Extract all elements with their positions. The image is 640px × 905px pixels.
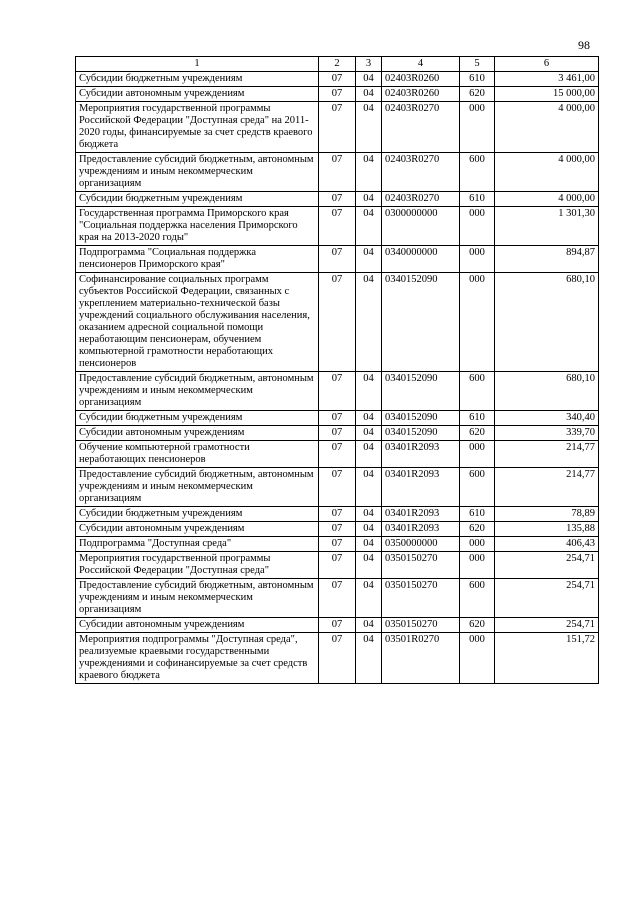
table-row	[76, 72, 599, 87]
row-amount: 254,71	[495, 618, 599, 633]
page-number: 98	[578, 38, 590, 52]
table-row	[76, 102, 599, 153]
row-amount: 406,43	[495, 537, 599, 552]
row-amount: 151,72	[495, 633, 599, 684]
row-name: Предоставление субсидий бюджетным, автономным учреждениям и иным некоммерческим организациям	[76, 468, 319, 507]
row-name: Мероприятия государственной программы Российской Федерации "Доступная среда"	[76, 552, 319, 579]
row-target-article: 0350000000	[382, 537, 460, 552]
table-row	[76, 441, 599, 468]
row-section: 07	[319, 153, 356, 192]
row-expense-type: 620	[460, 426, 495, 441]
table-row	[76, 618, 599, 633]
row-expense-type: 600	[460, 579, 495, 618]
row-amount: 3 461,00	[495, 72, 599, 87]
table-row	[76, 522, 599, 537]
table-row	[76, 579, 599, 618]
row-name: Субсидии бюджетным учреждениям	[76, 192, 319, 207]
row-name: Мероприятия государственной программы Российской Федерации "Доступная среда" на 2011-2020 годы, финансируемые за счет средств краевого бюджета	[76, 102, 319, 153]
row-expense-type: 000	[460, 273, 495, 372]
table-row	[76, 246, 599, 273]
header-col-4: 4	[382, 57, 460, 72]
row-section: 07	[319, 507, 356, 522]
row-amount: 254,71	[495, 552, 599, 579]
row-name: Предоставление субсидий бюджетным, автономным учреждениям и иным некоммерческим организациям	[76, 372, 319, 411]
row-target-article: 0340152090	[382, 411, 460, 426]
row-section: 07	[319, 372, 356, 411]
table-row	[76, 411, 599, 426]
row-section: 07	[319, 522, 356, 537]
row-target-article: 03401R2093	[382, 441, 460, 468]
row-subsection: 04	[356, 579, 382, 618]
row-subsection: 04	[356, 102, 382, 153]
row-target-article: 0350150270	[382, 552, 460, 579]
row-amount: 214,77	[495, 441, 599, 468]
table-row	[76, 633, 599, 684]
row-subsection: 04	[356, 633, 382, 684]
row-name: Субсидии автономным учреждениям	[76, 618, 319, 633]
row-amount: 680,10	[495, 372, 599, 411]
header-col-6: 6	[495, 57, 599, 72]
row-section: 07	[319, 468, 356, 507]
row-section: 07	[319, 552, 356, 579]
row-expense-type: 000	[460, 537, 495, 552]
row-name: Субсидии бюджетным учреждениям	[76, 411, 319, 426]
row-target-article: 02403R0270	[382, 192, 460, 207]
row-subsection: 04	[356, 72, 382, 87]
table-row	[76, 552, 599, 579]
row-section: 07	[319, 537, 356, 552]
row-expense-type: 000	[460, 552, 495, 579]
row-expense-type: 610	[460, 72, 495, 87]
row-section: 07	[319, 207, 356, 246]
header-row	[76, 57, 599, 72]
row-subsection: 04	[356, 468, 382, 507]
row-subsection: 04	[356, 207, 382, 246]
row-expense-type: 600	[460, 372, 495, 411]
row-target-article: 02403R0260	[382, 87, 460, 102]
row-amount: 4 000,00	[495, 102, 599, 153]
row-section: 07	[319, 72, 356, 87]
table-row	[76, 507, 599, 522]
row-name: Субсидии автономным учреждениям	[76, 426, 319, 441]
row-expense-type: 620	[460, 87, 495, 102]
row-name: Обучение компьютерной грамотности неработающих пенсионеров	[76, 441, 319, 468]
row-expense-type: 000	[460, 633, 495, 684]
row-section: 07	[319, 192, 356, 207]
row-subsection: 04	[356, 87, 382, 102]
row-subsection: 04	[356, 441, 382, 468]
row-amount: 894,87	[495, 246, 599, 273]
row-section: 07	[319, 618, 356, 633]
row-subsection: 04	[356, 537, 382, 552]
row-subsection: 04	[356, 411, 382, 426]
row-target-article: 0350150270	[382, 618, 460, 633]
row-name: Софинансирование социальных программ субъектов Российской Федерации, связанных с укреплением материально-технической базы учреждений социального обслуживания населения, оказанием адресной социальной помощи неработающим пенсионерам, обучением компьютерной грамотности неработающих пенсионеров	[76, 273, 319, 372]
row-section: 07	[319, 633, 356, 684]
row-name: Субсидии бюджетным учреждениям	[76, 72, 319, 87]
row-amount: 78,89	[495, 507, 599, 522]
table-row	[76, 537, 599, 552]
row-section: 07	[319, 426, 356, 441]
row-subsection: 04	[356, 426, 382, 441]
row-subsection: 04	[356, 522, 382, 537]
row-target-article: 02403R0270	[382, 102, 460, 153]
row-target-article: 03401R2093	[382, 468, 460, 507]
header-col-3: 3	[356, 57, 382, 72]
header-col-1: 1	[76, 57, 319, 72]
row-subsection: 04	[356, 246, 382, 273]
row-amount: 1 301,30	[495, 207, 599, 246]
row-name: Государственная программа Приморского края "Социальная поддержка населения Приморского края на 2013-2020 годы"	[76, 207, 319, 246]
row-section: 07	[319, 441, 356, 468]
row-amount: 680,10	[495, 273, 599, 372]
table-row	[76, 372, 599, 411]
row-expense-type: 600	[460, 468, 495, 507]
row-expense-type: 000	[460, 102, 495, 153]
row-amount: 135,88	[495, 522, 599, 537]
row-target-article: 03401R2093	[382, 507, 460, 522]
header-col-5: 5	[460, 57, 495, 72]
row-target-article: 0350150270	[382, 579, 460, 618]
row-amount: 15 000,00	[495, 87, 599, 102]
row-expense-type: 000	[460, 441, 495, 468]
row-name: Предоставление субсидий бюджетным, автономным учреждениям и иным некоммерческим организациям	[76, 579, 319, 618]
row-name: Предоставление субсидий бюджетным, автономным учреждениям и иным некоммерческим организациям	[76, 153, 319, 192]
row-subsection: 04	[356, 552, 382, 579]
table-row	[76, 468, 599, 507]
row-expense-type: 610	[460, 507, 495, 522]
row-target-article: 0340000000	[382, 246, 460, 273]
row-target-article: 0340152090	[382, 426, 460, 441]
row-target-article: 02403R0260	[382, 72, 460, 87]
row-name: Субсидии автономным учреждениям	[76, 87, 319, 102]
row-subsection: 04	[356, 192, 382, 207]
row-name: Подпрограмма "Доступная среда"	[76, 537, 319, 552]
row-target-article: 0340152090	[382, 273, 460, 372]
row-expense-type: 600	[460, 153, 495, 192]
row-section: 07	[319, 273, 356, 372]
row-expense-type: 000	[460, 207, 495, 246]
row-subsection: 04	[356, 372, 382, 411]
row-name: Подпрограмма "Социальная поддержка пенсионеров Приморского края"	[76, 246, 319, 273]
row-subsection: 04	[356, 273, 382, 372]
row-amount: 254,71	[495, 579, 599, 618]
row-name: Субсидии автономным учреждениям	[76, 522, 319, 537]
row-expense-type: 610	[460, 192, 495, 207]
row-section: 07	[319, 87, 356, 102]
table-row	[76, 153, 599, 192]
table-row	[76, 87, 599, 102]
row-expense-type: 610	[460, 411, 495, 426]
row-expense-type: 620	[460, 618, 495, 633]
row-section: 07	[319, 102, 356, 153]
row-amount: 4 000,00	[495, 153, 599, 192]
table-row	[76, 207, 599, 246]
row-subsection: 04	[356, 618, 382, 633]
row-expense-type: 620	[460, 522, 495, 537]
row-subsection: 04	[356, 153, 382, 192]
table-row	[76, 192, 599, 207]
row-section: 07	[319, 579, 356, 618]
row-expense-type: 000	[460, 246, 495, 273]
row-section: 07	[319, 411, 356, 426]
table-row	[76, 273, 599, 372]
row-target-article: 0300000000	[382, 207, 460, 246]
row-name: Субсидии бюджетным учреждениям	[76, 507, 319, 522]
budget-table	[75, 56, 599, 684]
row-target-article: 0340152090	[382, 372, 460, 411]
header-col-2: 2	[319, 57, 356, 72]
table-row	[76, 426, 599, 441]
row-amount: 339,70	[495, 426, 599, 441]
row-target-article: 03501R0270	[382, 633, 460, 684]
row-subsection: 04	[356, 507, 382, 522]
row-target-article: 02403R0270	[382, 153, 460, 192]
row-target-article: 03401R2093	[382, 522, 460, 537]
row-amount: 214,77	[495, 468, 599, 507]
row-name: Мероприятия подпрограммы "Доступная среда", реализуемые краевыми государственными учреждениями и софинансируемые за счет средств краевого бюджета	[76, 633, 319, 684]
row-amount: 4 000,00	[495, 192, 599, 207]
row-amount: 340,40	[495, 411, 599, 426]
row-section: 07	[319, 246, 356, 273]
